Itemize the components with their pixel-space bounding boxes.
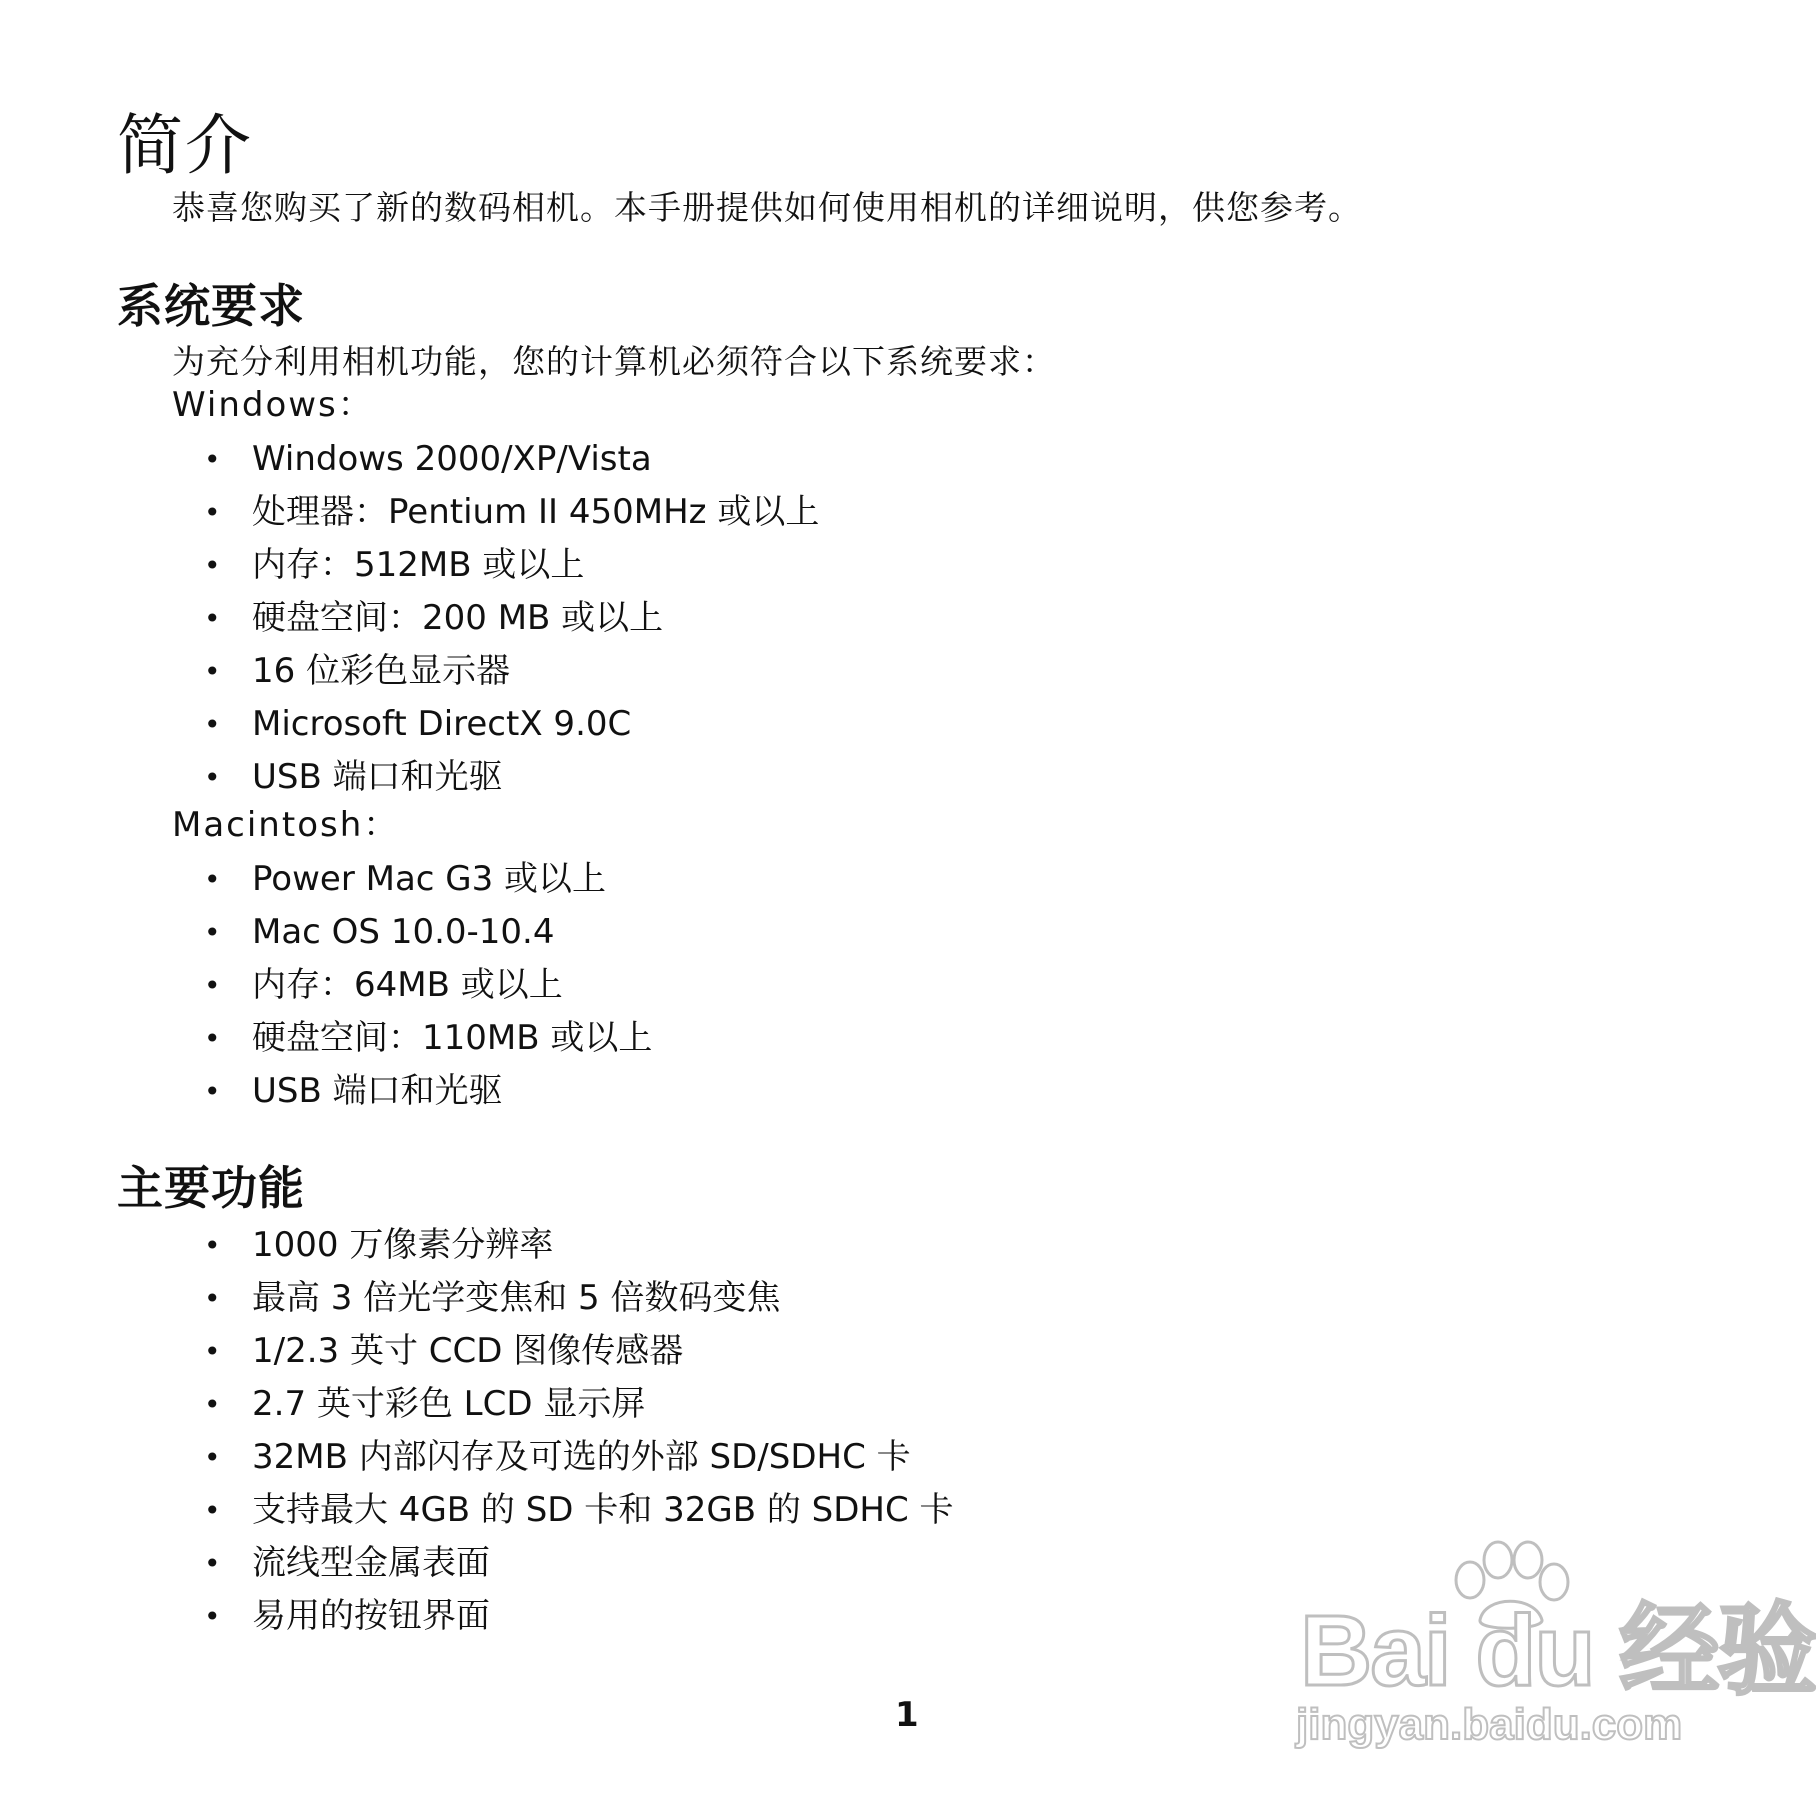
watermark-url: jingyan.baidu.com bbox=[1296, 1700, 1683, 1749]
list-item-text: Power Mac G3 或以上 bbox=[252, 859, 607, 899]
bullet-icon: • bbox=[204, 496, 221, 529]
list-item-text: 16 位彩色显示器 bbox=[252, 651, 511, 691]
list-item-text: Mac OS 10.0-10.4 bbox=[252, 912, 555, 952]
list-item-text: USB 端口和光驱 bbox=[252, 757, 503, 797]
bullet-icon: • bbox=[204, 1547, 221, 1580]
list-item-text: 最高 3 倍光学变焦和 5 倍数码变焦 bbox=[252, 1278, 781, 1318]
bullet-icon: • bbox=[204, 1282, 221, 1315]
bullet-icon: • bbox=[204, 1388, 221, 1421]
bullet-icon: • bbox=[204, 443, 221, 476]
watermark-logo-text: Bai du 经验 bbox=[1300, 1595, 1816, 1707]
bullet-icon: • bbox=[204, 549, 221, 582]
list-item-text: 处理器：Pentium II 450MHz 或以上 bbox=[252, 492, 820, 532]
bullet-icon: • bbox=[204, 1441, 221, 1474]
bullet-icon: • bbox=[204, 916, 221, 949]
list-item-text: 支持最大 4GB 的 SD 卡和 32GB 的 SDHC 卡 bbox=[252, 1490, 954, 1530]
list-item-text: 1000 万像素分辨率 bbox=[252, 1225, 554, 1265]
bullet-icon: • bbox=[204, 761, 221, 794]
list-item-text: 内存：512MB 或以上 bbox=[252, 545, 585, 585]
list-item-text: 内存：64MB 或以上 bbox=[252, 965, 563, 1005]
page-number: 1 bbox=[895, 1695, 919, 1735]
bullet-icon: • bbox=[204, 1335, 221, 1368]
intro-paragraph: 恭喜您购买了新的数码相机。本手册提供如何使用相机的详细说明，供您参考。 bbox=[172, 188, 1362, 227]
bullet-icon: • bbox=[204, 1494, 221, 1527]
features-heading: 主要功能 bbox=[117, 1161, 305, 1215]
bullet-icon: • bbox=[204, 1600, 221, 1633]
mac-label: Macintosh： bbox=[172, 805, 400, 845]
baidu-watermark bbox=[1290, 1540, 1816, 1750]
windows-label: Windows： bbox=[172, 385, 374, 425]
list-item-text: 硬盘空间：200 MB 或以上 bbox=[252, 598, 664, 638]
page-title: 简介 bbox=[117, 107, 253, 184]
list-item-text: 硬盘空间：110MB 或以上 bbox=[252, 1018, 653, 1058]
list-item-text: Microsoft DirectX 9.0C bbox=[252, 704, 632, 744]
requirements-heading: 系统要求 bbox=[117, 279, 305, 333]
bullet-icon: • bbox=[204, 708, 221, 741]
list-item-text: 1/2.3 英寸 CCD 图像传感器 bbox=[252, 1331, 684, 1371]
list-item-text: USB 端口和光驱 bbox=[252, 1071, 503, 1111]
requirements-lead: 为充分利用相机功能，您的计算机必须符合以下系统要求： bbox=[172, 342, 1056, 381]
list-item-text: 易用的按钮界面 bbox=[252, 1596, 490, 1636]
list-item-text: Windows 2000/XP/Vista bbox=[252, 439, 652, 479]
bullet-icon: • bbox=[204, 969, 221, 1002]
bullet-icon: • bbox=[204, 655, 221, 688]
bullet-icon: • bbox=[204, 1229, 221, 1262]
list-item-text: 2.7 英寸彩色 LCD 显示屏 bbox=[252, 1384, 646, 1424]
bullet-icon: • bbox=[204, 863, 221, 896]
list-item-text: 流线型金属表面 bbox=[252, 1543, 490, 1583]
bullet-icon: • bbox=[204, 602, 221, 635]
bullet-icon: • bbox=[204, 1022, 221, 1055]
list-item-text: 32MB 内部闪存及可选的外部 SD/SDHC 卡 bbox=[252, 1437, 911, 1477]
bullet-icon: • bbox=[204, 1075, 221, 1108]
